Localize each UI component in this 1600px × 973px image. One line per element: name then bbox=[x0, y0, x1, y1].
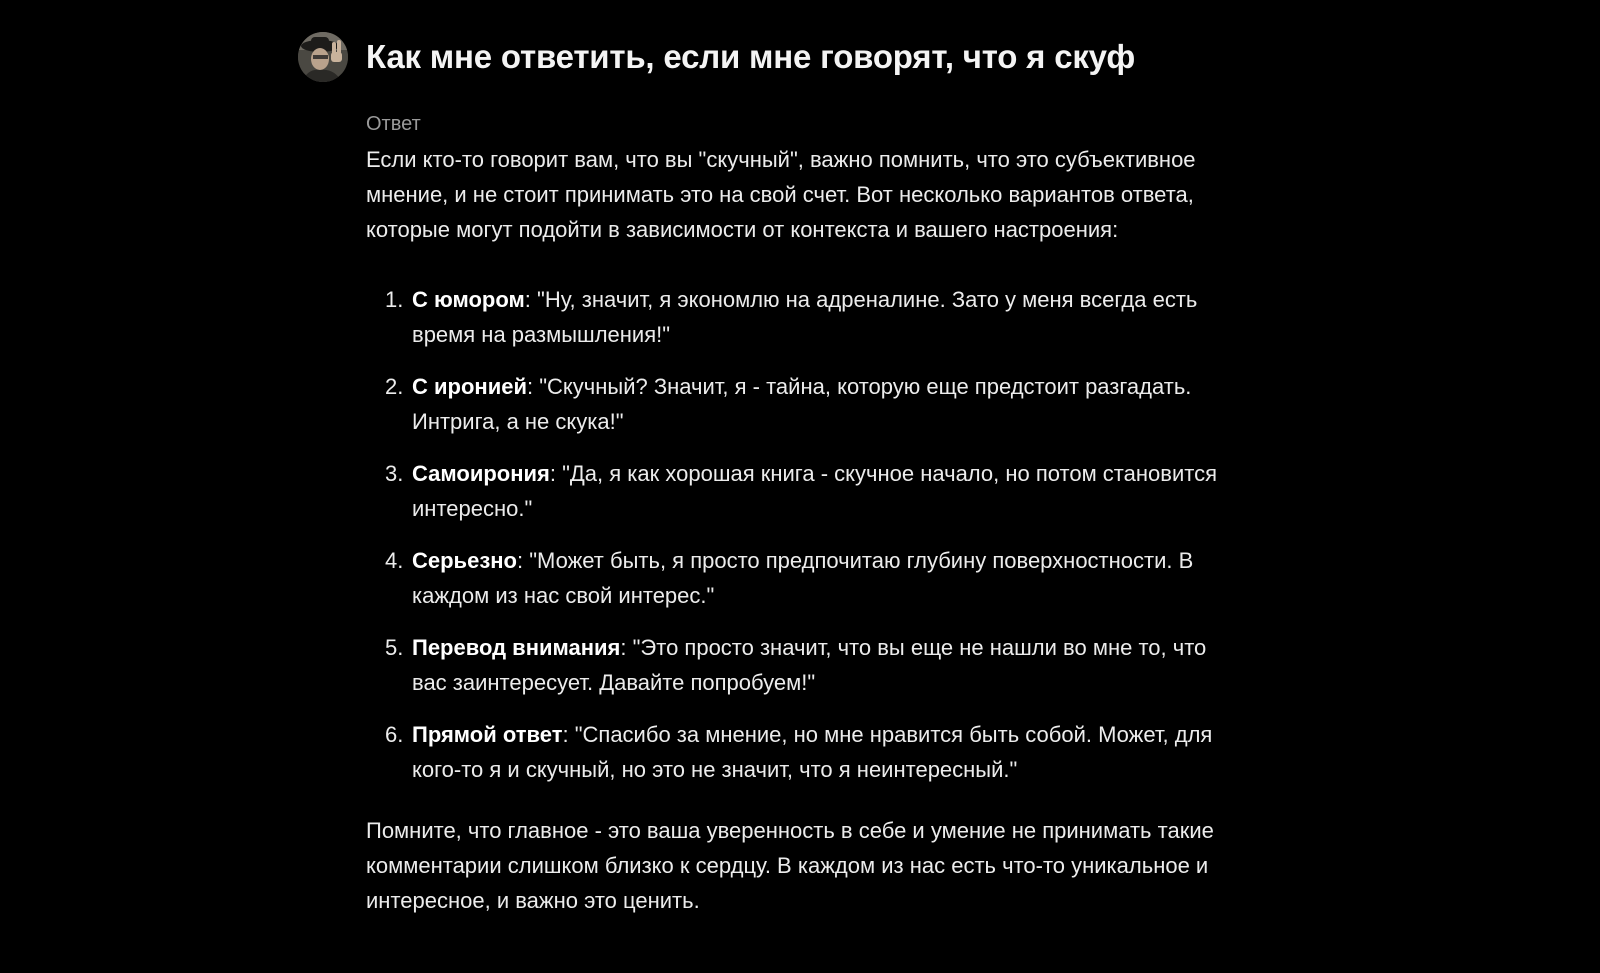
list-item-number: 5. bbox=[385, 635, 404, 660]
answer-block bbox=[366, 110, 1236, 918]
list-item-text: : "Спасибо за мнение, но мне нравится быть собой. Может, для кого-то я и скучный, но это не значит, что я неинтересный." bbox=[412, 722, 1213, 782]
answer-options-list bbox=[366, 282, 1236, 787]
question-title: Как мне ответить, если мне говорят, что я скуф bbox=[366, 38, 1136, 75]
conversation-thread bbox=[298, 32, 1238, 918]
list-item-text: : "Скучный? Значит, я - тайна, которую еще предстоит разгадать. Интрига, а не скука!" bbox=[412, 374, 1192, 434]
answer-label: Ответ bbox=[366, 113, 421, 135]
list-item-title: Серьезно bbox=[412, 548, 517, 573]
list-item-number: 6. bbox=[385, 722, 404, 747]
list-item-number: 4. bbox=[385, 548, 404, 573]
question-header bbox=[298, 32, 1238, 82]
list-item-text: : "Может быть, я просто предпочитаю глубину поверхностности. В каждом из нас свой интерес." bbox=[412, 548, 1194, 608]
user-avatar[interactable] bbox=[298, 32, 348, 82]
list-item-title: С юмором bbox=[412, 287, 525, 312]
list-item bbox=[366, 543, 1236, 613]
list-item bbox=[366, 630, 1236, 700]
user-avatar-photo-icon bbox=[298, 32, 348, 82]
list-item-number: 1. bbox=[385, 287, 404, 312]
answer-intro: Если кто-то говорит вам, что вы "скучный", важно помнить, что это субъективное мнение, и не стоит принимать это на свой счет. Вот несколько вариантов ответа, которые могут подойти в зависимости от контекста и вашего настроения: bbox=[366, 147, 1196, 242]
list-item bbox=[366, 369, 1236, 439]
list-item-title: Самоирония bbox=[412, 461, 550, 486]
list-item bbox=[366, 282, 1236, 352]
list-item-text: : "Это просто значит, что вы еще не нашли во мне то, что вас заинтересует. Давайте попробуем!" bbox=[412, 635, 1207, 695]
list-item bbox=[366, 717, 1236, 787]
list-item-title: Прямой ответ bbox=[412, 722, 563, 747]
list-item-text: : "Ну, значит, я экономлю на адреналине. Зато у меня всегда есть время на размышления!" bbox=[412, 287, 1198, 347]
list-item-title: Перевод внимания bbox=[412, 635, 621, 660]
list-item-text: : "Да, я как хорошая книга - скучное начало, но потом становится интересно." bbox=[412, 461, 1217, 521]
list-item-number: 3. bbox=[385, 461, 404, 486]
list-item bbox=[366, 456, 1236, 526]
list-item-number: 2. bbox=[385, 374, 404, 399]
answer-closing: Помните, что главное - это ваша уверенность в себе и умение не принимать такие комментарии слишком близко к сердцу. В каждом из нас есть что-то уникальное и интересное, и важно это ценить. bbox=[366, 818, 1214, 913]
list-item-title: С иронией bbox=[412, 374, 527, 399]
